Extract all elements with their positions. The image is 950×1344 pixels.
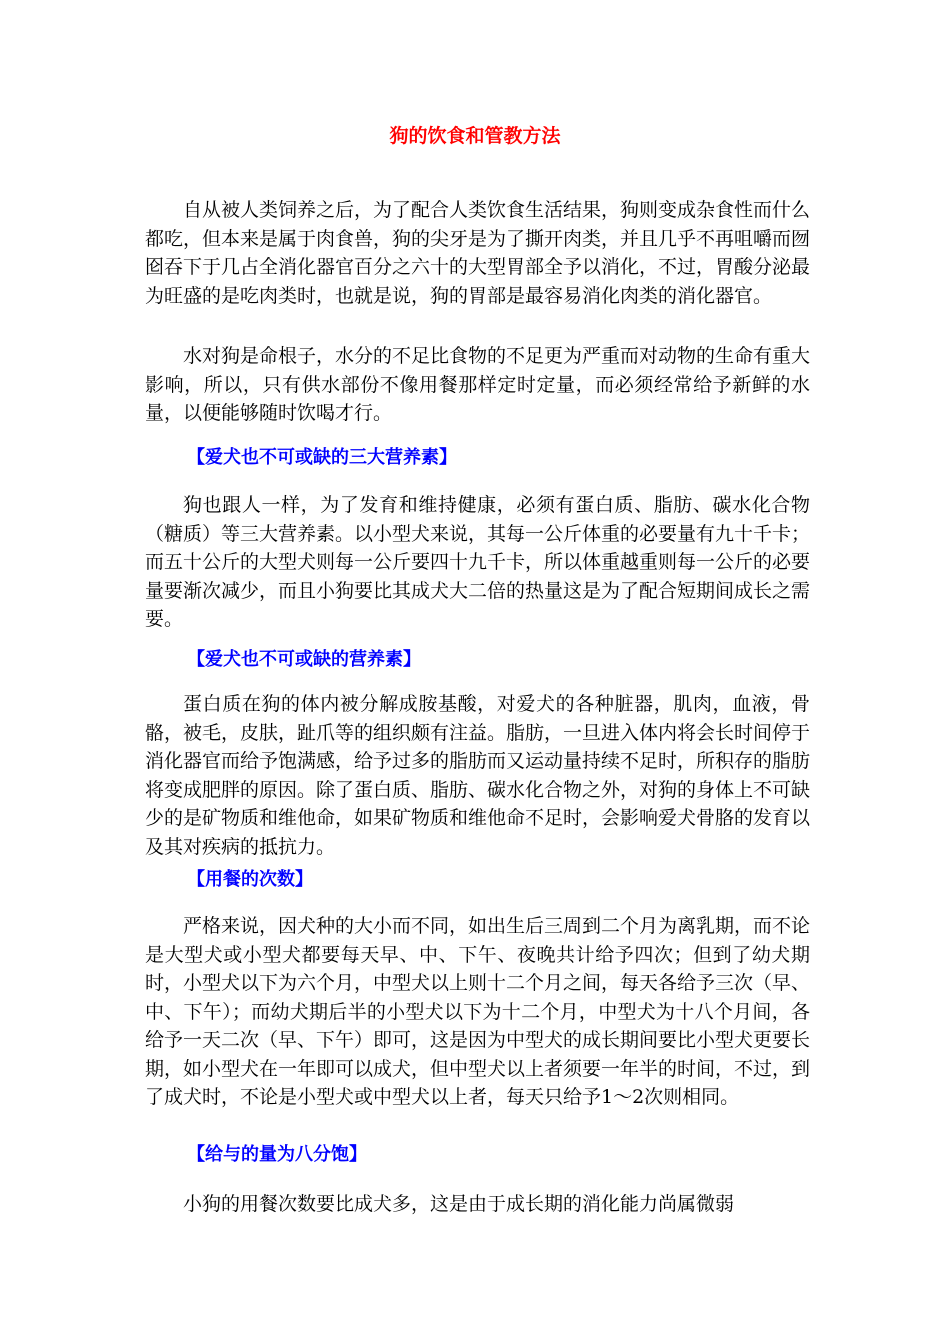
amount-paragraph: 小狗的用餐次数要比成犬多，这是由于成长期的消化能力尚属微弱 — [183, 1193, 735, 1215]
section-heading-nutrients: 【爱犬也不可或缺的营养素】 — [187, 649, 421, 670]
section-heading-meal-count: 【用餐的次数】 — [187, 869, 313, 890]
meal-count-paragraph: 严格来说，因犬种的大小而不同，如出生后三周到二个月为离乳期，而不论是大型犬或小型犬都要每天早、中、下午、夜晚共计给予四次；但到了幼犬期时，小型犬以下为六个月，中型犬以上则十二个月之间，每天各给予三次（早、中、下午）；而幼犬期后半的小型犬以下为十二个月，中型犬为十八个月间，各给予一天二次（早、下午）即可，这是因为中型犬的成长期间要比小型犬更要长期，如小型犬在一年即可以成犬，但中型犬以上者须要一年半的时间，不过，到了成犬时，不论是小型犬或中型犬以上者，每天只给予1～2次则相同。 — [145, 915, 811, 1108]
three-nutrients-paragraph: 狗也跟人一样，为了发育和维持健康，必须有蛋白质、脂肪、碳水化合物（糖质）等三大营养素。以小型犬来说，其每一公斤体重的必要量有九十千卡；而五十公斤的大型犬则每一公斤要四十九千卡，所以体重越重则每一公斤的必要量要渐次减少，而且小狗要比其成犬大二倍的热量这是为了配合短期间成长之需要。 — [145, 494, 811, 630]
water-paragraph: 水对狗是命根子，水分的不足比食物的不足更为严重而对动物的生命有重大影响，所以，只有供水部份不像用餐那样定时定量，而必须经常给予新鲜的水量，以便能够随时饮喝才行。 — [145, 345, 811, 424]
intro-paragraph: 自从被人类饲养之后，为了配合人类饮食生活结果，狗则变成杂食性而什么都吃，但本来是属于肉食兽，狗的尖牙是为了撕开肉类，并且几乎不再咀嚼而囫囵吞下于几占全消化器官百分之六十的大型胃部全予以消化，不过，胃酸分泌最为旺盛的是吃肉类时，也就是说，狗的胃部是最容易消化肉类的消化器官。 — [145, 199, 811, 307]
section-heading-three-nutrients: 【爱犬也不可或缺的三大营养素】 — [187, 447, 457, 468]
page-title: 狗的饮食和管教方法 — [389, 125, 561, 147]
section-heading-amount: 【给与的量为八分饱】 — [187, 1144, 367, 1165]
nutrients-paragraph: 蛋白质在狗的体内被分解成胺基酸，对爱犬的各种脏器，肌肉，血液，骨骼，被毛，皮肤，趾爪等的组织颇有注益。脂肪，一旦进入体内将会长时间停于消化器官而给予饱满感，给予过多的脂肪而又运动量持续不足时，所积存的脂肪将变成肥胖的原因。除了蛋白质、脂肪、碳水化合物之外，对狗的身体上不可缺少的是矿物质和维他命，如果矿物质和维他命不足时，会影响爱犬骨胳的发育以及其对疾病的抵抗力。 — [145, 693, 811, 858]
